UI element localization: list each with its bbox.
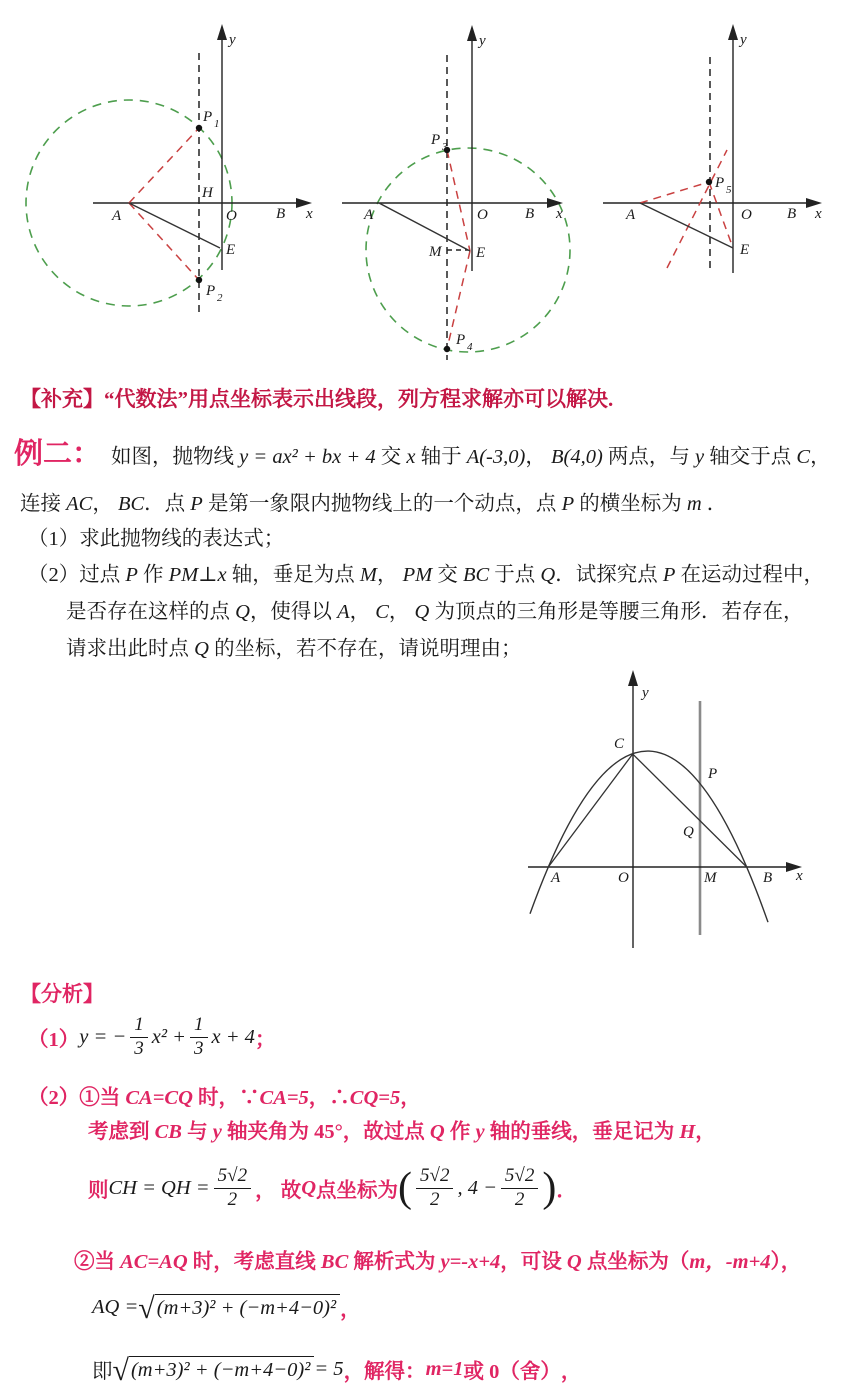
fig1-red-AP2	[129, 203, 199, 280]
a4-math-mid: , 4 −	[457, 1176, 497, 1199]
figure-3	[603, 24, 822, 273]
a1-frac2-den: 3	[194, 1037, 204, 1059]
example-line-2-seg-1: AC	[66, 493, 93, 515]
example-item2-line1-seg-10: 于点	[489, 564, 541, 586]
example-item2-line3-seg-1: Q	[194, 638, 209, 660]
analysis-AQ-formula	[92, 1283, 361, 1331]
example-item2-line2-seg-8: 为顶点的三角形是等腰三角形．若存在，	[429, 601, 804, 623]
example-item2-line1-seg-4: 轴，垂足为点	[226, 564, 360, 586]
analysis-case1-detail-seg-1: CB	[154, 1121, 182, 1143]
a4-fraction-x	[416, 1166, 453, 1210]
fig4-label-C: C	[614, 736, 625, 752]
fig4-label-y: y	[642, 685, 649, 701]
analysis-item2-case2-seg-2: 时，考虑直线	[187, 1251, 321, 1273]
figure-2	[342, 25, 570, 360]
a7-end: ，	[560, 1361, 582, 1383]
example-item2-line2-seg-2: ，使得以	[249, 601, 338, 623]
fig2-label-A: A	[364, 207, 374, 223]
fig1-y-arrow	[217, 24, 227, 40]
fig4-label-O: O	[618, 870, 629, 886]
fig1-point-P1	[196, 125, 202, 131]
analysis-case1-detail-seg-9: H	[679, 1121, 696, 1143]
analysis-item2-case1-seg-1: CA=CQ	[125, 1087, 193, 1109]
fig3-red-AP5	[640, 182, 709, 203]
a4-Q: Q	[301, 1176, 317, 1199]
example-item2-line1-seg-8: 交	[432, 564, 463, 586]
example-item2-line1-seg-5: M	[359, 564, 377, 586]
analysis-case1-detail-seg-0: 考虑到	[88, 1121, 155, 1143]
a4-fraction-y	[501, 1166, 538, 1210]
example-item2-line3-seg-2: 的坐标，若不存在，请说明理由；	[208, 638, 522, 660]
example-item1	[28, 521, 284, 551]
example-line-2-seg-10: ．	[701, 493, 728, 515]
example-l1-seg-3: x	[406, 446, 416, 468]
fig2-label-P3-sub: 3	[442, 141, 448, 153]
fig4-label-A: A	[551, 870, 561, 886]
fig1-label-x: x	[306, 206, 313, 222]
example-item2-line1	[28, 557, 824, 587]
fig2-label-O: O	[477, 207, 488, 223]
a4-fracx-den: 2	[429, 1188, 440, 1210]
fig2-label-E: E	[476, 245, 486, 261]
example-l1-seg-4: 轴于	[415, 446, 467, 468]
example-l1-seg-5: A(-3,0)	[466, 446, 526, 468]
fig2-label-P3: P	[431, 132, 441, 148]
a7-radical-body: (m+3)² + (−m+4−0)²	[129, 1356, 314, 1382]
example-l1-seg-6: ，	[525, 446, 551, 468]
fig1-label-P2: P	[206, 283, 216, 299]
analysis-item2-case2-seg-10: ），	[770, 1251, 802, 1273]
fig3-y-arrow	[728, 24, 738, 40]
fig4-parabola	[530, 751, 768, 922]
example-item2-line2-seg-5: C	[375, 601, 389, 623]
example-item2-line1-seg-9: BC	[462, 564, 490, 586]
fig2-y-arrow	[467, 25, 477, 41]
example-line-2-seg-9: m	[686, 493, 702, 515]
fig1-label-B: B	[276, 206, 286, 222]
fig2-label-P4-sub: 4	[467, 341, 473, 353]
fig1-label-O: O	[226, 208, 237, 224]
analysis-item2-case2-seg-7: Q	[566, 1251, 582, 1273]
fig1-label-P2-sub: 2	[217, 292, 223, 304]
a1-frac1-num: 1	[130, 1015, 148, 1038]
figure-1	[26, 24, 313, 312]
analysis-case1-detail-seg-3: y	[212, 1121, 222, 1143]
fig3-label-x: x	[815, 206, 822, 222]
a1-frac2-num: 1	[190, 1015, 208, 1038]
example-item2-line2-seg-1: Q	[235, 601, 250, 623]
a7-that-is: 即	[92, 1361, 113, 1383]
example-l1-seg-10: 轴交于点	[704, 446, 797, 468]
example-item2-line2-seg-0: 是否存在这样的点	[66, 601, 236, 623]
example-line-2-seg-7: P	[561, 493, 575, 515]
analysis-item2-case2-seg-6: ，可设	[500, 1251, 567, 1273]
fig3-label-A: A	[626, 207, 636, 223]
fig1-line-AE	[129, 203, 220, 248]
example-l1-seg-9: y	[695, 446, 705, 468]
a1-label: （1）	[28, 1029, 80, 1051]
analysis-case1-detail-seg-7: y	[475, 1121, 485, 1143]
analysis-case1-result: 则 CH = QH = $\frac{5√2}{2}$ ， 故 Q 点坐标为 ( $\frac{5√2}{2}$ , 4 − $\frac{5√2}{2}$ ) ．	[88, 1164, 577, 1211]
a6-math-AQ: AQ =	[92, 1295, 139, 1318]
a1-frac1-den: 3	[134, 1037, 144, 1059]
analysis-item2-case2-seg-8: 点坐标为（	[581, 1251, 690, 1273]
fig1-label-H: H	[202, 185, 213, 201]
example-l1-seg-11: C	[796, 446, 811, 468]
a1-math-2: x + 4	[211, 1025, 255, 1048]
example-item2-line3-seg-0: 请求出此时点	[66, 638, 195, 660]
example-item2-line1-seg-7: PM	[402, 564, 433, 586]
fig2-label-y: y	[479, 33, 486, 49]
analysis-case1-detail-seg-8: 轴的垂线，垂足记为	[484, 1121, 680, 1143]
example-line-2-seg-0: 连接	[20, 493, 67, 515]
analysis-item2-case2	[74, 1244, 801, 1274]
example-item2-line1-seg-2: 作	[137, 564, 169, 586]
fig3-label-P5-sub: 5	[726, 184, 732, 196]
analysis-case1-detail-seg-2: 与	[181, 1121, 213, 1143]
example-line-1	[14, 431, 831, 472]
fig3-label-y: y	[740, 32, 747, 48]
a6-radical-sign: √	[138, 1292, 155, 1325]
analysis-item2-case1-seg-4: ，∴	[308, 1087, 350, 1109]
a1-fraction-1	[130, 1015, 148, 1059]
analysis-item2-case1-seg-5: CQ=5	[349, 1087, 401, 1109]
example-l1-seg-1: y = ax² + bx + 4	[239, 446, 376, 468]
example-item2-line1-seg-14: 在运动过程中，	[675, 564, 824, 586]
analysis-case1-detail	[88, 1114, 716, 1144]
example-item2-line1-seg-11: Q	[540, 564, 556, 586]
analysis-item2-case1-seg-6: ，	[400, 1087, 421, 1109]
a4-then: 则	[88, 1180, 109, 1202]
analysis-solve-line	[92, 1345, 581, 1387]
analysis-item2-case2-seg-9: m，-m+4	[689, 1251, 771, 1273]
fig2-label-P4: P	[456, 332, 466, 348]
fig1-label-A: A	[112, 208, 122, 224]
analysis-item2-case1-seg-3: CA=5	[259, 1087, 309, 1109]
fig4-label-x: x	[796, 868, 803, 884]
analysis-item2-case2-seg-5: y=-x+4	[440, 1251, 501, 1273]
a7-radical-sign: √	[112, 1354, 129, 1387]
a4-end: ．	[556, 1180, 577, 1202]
example-l1-seg-12: ，	[810, 446, 831, 468]
example-l1-seg-0: 如图，抛物线	[111, 446, 240, 468]
a1-end: ；	[254, 1029, 276, 1051]
a6-comma: ，	[340, 1299, 361, 1321]
example-item2-line1-seg-1: P	[125, 564, 138, 586]
analysis-item2-case2-seg-0: ②当	[74, 1251, 121, 1273]
a7-or-discard: 或 0（舍）	[463, 1361, 561, 1383]
fig2-label-B: B	[525, 206, 535, 222]
analysis-item2-case2-seg-4: 解析式为	[348, 1251, 441, 1273]
a4-text-1: ， 故	[255, 1180, 302, 1202]
fig1-label-P1-sub: 1	[214, 118, 220, 130]
fig4-label-P: P	[708, 766, 718, 782]
example-line-2-seg-2: ，	[92, 493, 118, 515]
fig1-label-E: E	[226, 242, 236, 258]
example-item2-line1-seg-0: （2）过点	[28, 564, 126, 586]
a7-m-value: m=1	[425, 1357, 464, 1380]
example-item2-line2-seg-4: ，	[349, 601, 376, 623]
fig3-red-perp-line	[667, 150, 727, 268]
example-item2-line2-seg-6: ，	[388, 601, 415, 623]
a4-math-CHQH: CH = QH =	[108, 1176, 210, 1199]
example-l1-seg-8: 两点，与	[602, 446, 696, 468]
fig3-label-P5: P	[715, 175, 725, 191]
fig4-line-AC	[548, 754, 632, 867]
example-item2-line1-seg-6: ，	[376, 564, 403, 586]
a4-fracCH-den: 2	[227, 1188, 238, 1210]
a6-radical-body: (m+3)² + (−m+4−0)²	[155, 1294, 340, 1320]
example-item2-line1-seg-12: ．试探究点	[555, 564, 663, 586]
a1-fraction-2	[190, 1015, 208, 1059]
a4-text-2: 点坐标为	[316, 1180, 399, 1202]
example-l1-seg-2: 交	[375, 446, 407, 468]
supplement-line	[20, 383, 613, 413]
analysis-case1-detail-seg-10: ，	[695, 1121, 716, 1143]
fig1-point-P2	[196, 277, 202, 283]
fig1-red-AP1	[129, 128, 199, 203]
example-line-2-seg-3: BC	[117, 493, 145, 515]
example-item2-line2	[66, 594, 803, 624]
analysis-case1-detail-seg-6: 作	[444, 1121, 476, 1143]
supplement-tag: 【补充】	[20, 387, 104, 411]
example-item2-line1-seg-3: PM⊥x	[168, 564, 227, 586]
example-line-2-seg-6: 是第一象限内抛物线上的一个动点，点	[202, 493, 562, 515]
fig3-label-E: E	[740, 242, 750, 258]
analysis-case1-detail-seg-4: 轴夹角为 45°，故过点	[221, 1121, 430, 1143]
example-l1	[111, 439, 831, 469]
example-item2-line2-seg-3: A	[337, 601, 350, 623]
example-item2-line2-seg-7: Q	[414, 601, 430, 623]
fig4-label-M: M	[704, 870, 717, 886]
fig2-line-AE	[379, 203, 470, 251]
a7-solve-label: ，解得：	[343, 1361, 426, 1383]
fig2-point-P4	[444, 346, 450, 352]
fig4-label-B: B	[763, 870, 773, 886]
fig1-label-y: y	[229, 32, 236, 48]
analysis-header-text: 【分析】	[20, 982, 104, 1006]
example-heading: 例二：	[14, 438, 102, 470]
analysis-item1	[28, 1008, 275, 1066]
a4-fraction-CH	[214, 1166, 251, 1210]
example-item2-line3	[66, 631, 522, 661]
fig2-label-M: M	[429, 244, 442, 260]
fig3-label-B: B	[787, 206, 797, 222]
analysis-item2-case1	[28, 1080, 421, 1110]
example-line-2-seg-4: ．点	[144, 493, 191, 515]
example-line-2	[20, 486, 727, 516]
a4-fracy-num: 5√2	[501, 1166, 538, 1189]
item1-text: （1）求此抛物线的表达式；	[28, 528, 285, 550]
example-item2-line1-seg-13: P	[662, 564, 676, 586]
analysis-item2-case1-seg-0: （2）①当	[28, 1087, 126, 1109]
top-figures	[0, 0, 842, 380]
fig3-label-O: O	[741, 207, 752, 223]
a7-equals-5: = 5	[314, 1357, 344, 1380]
example-line-2-seg-5: P	[190, 493, 203, 515]
analysis-case1-detail-seg-5: Q	[429, 1121, 445, 1143]
fig2-red-P3E	[447, 150, 470, 251]
analysis-item2-case2-seg-1: AC=AQ	[120, 1251, 188, 1273]
analysis-item2-case1-seg-2: 时，∵	[192, 1087, 260, 1109]
analysis-header	[20, 978, 104, 1008]
fig4-y-arrow	[628, 670, 638, 686]
parabola-figure	[495, 666, 835, 966]
a4-fracCH-num: 5√2	[214, 1166, 251, 1189]
example-line-2-seg-8: 的横坐标为	[574, 493, 687, 515]
a4-fracx-num: 5√2	[416, 1166, 453, 1189]
fig4-label-Q: Q	[683, 824, 694, 840]
fig4-line-CB	[633, 754, 747, 867]
example-l1-seg-7: B(4,0)	[550, 446, 603, 468]
a1-math-1: x² +	[151, 1025, 186, 1048]
supplement-text: “代数法”用点坐标表示出线段，列方程求解亦可以解决.	[104, 387, 614, 411]
a1-math-0: y = −	[79, 1025, 127, 1048]
fig3-point-P5	[706, 179, 712, 185]
analysis-item2-case2-seg-3: BC	[320, 1251, 349, 1273]
a4-fracy-den: 2	[514, 1188, 525, 1210]
fig1-label-P1: P	[203, 109, 213, 125]
fig2-label-x: x	[556, 206, 563, 222]
